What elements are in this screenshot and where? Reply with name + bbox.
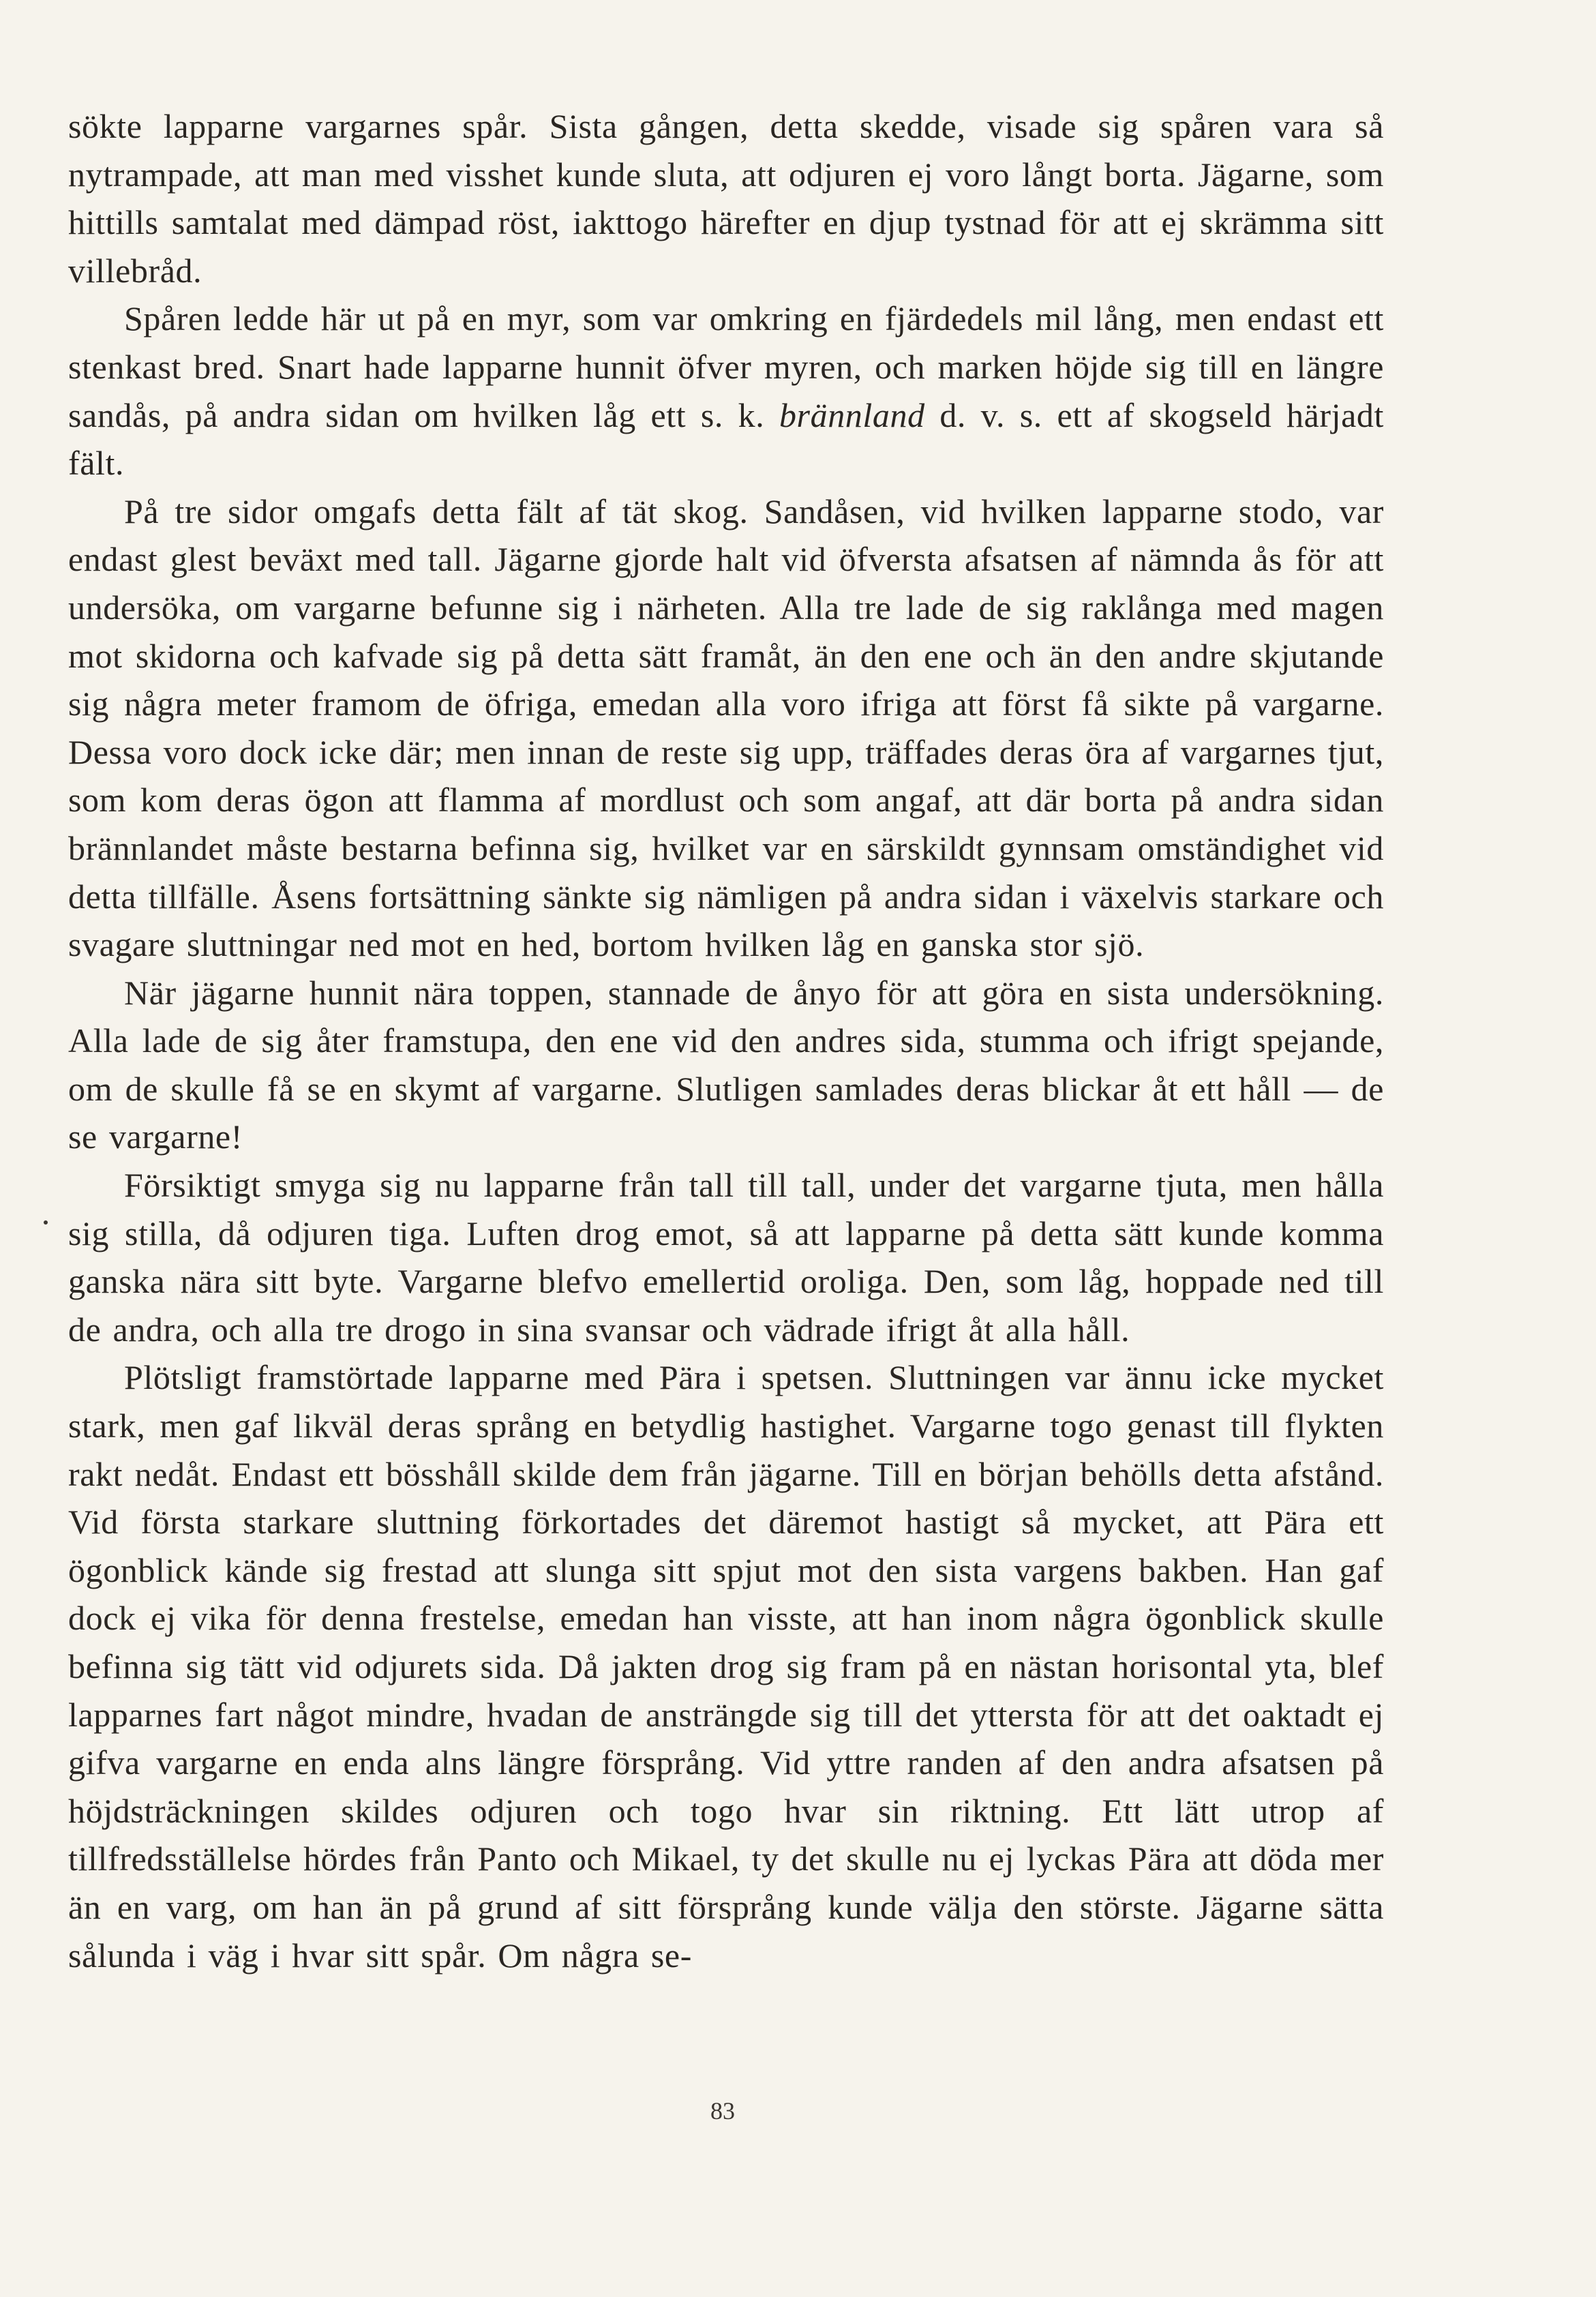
paragraph-5: Försiktigt smyga sig nu lapparne från tall till tall, under det vargarne tjuta, men hålla sig stilla, då odjuren tiga. Luften drog emot, så att lapparne på detta sätt kunde komma ganska nära sitt byte. Vargarne blefvo emellertid oroliga. Den, som låg, hoppade ned till de andra, och alla tre drogo in sina svansar och vädrade ifrigt åt alla håll. [68,1166,1384,1349]
paragraph-1: sökte lapparne vargarnes spår. Sista gången, detta skedde, visade sig spåren vara så nytrampade, att man med visshet kunde sluta, att odjuren ej voro långt borta. Jägarne, som hittills samtalat med dämpad röst, iakttogo härefter en djup tystnad för att ej skrämma sitt villebråd. [68,107,1384,290]
paragraph-2-text-before: Spåren ledde här ut på en myr, som var omkring en fjärdedels mil lång, men endast ett stenkast bred. Snart hade lapparne hunnit öfver myren, och marken höjde sig till en längre sandås, på andra sidan om hvilken låg ett s. k. [68,299,1384,434]
page-body [68,102,1384,1979]
paragraph-2-text-after: d. v. s. ett af skogseld härjadt fält. [68,395,1384,483]
paragraph-4: När jägarne hunnit nära toppen, stannade de ånyo för att göra en sista undersökning. Alla lade de sig åter framstupa, den ene vid den andres sida, stumma och ifrigt spejande, om de skulle få se en skymt af vargarne. Slutligen samlades deras blickar åt ett håll — de se vargarne! [68,973,1384,1156]
paragraph-6: Plötsligt framstörtade lapparne med Pära i spetsen. Sluttningen var ännu icke mycket stark, men gaf likväl deras språng en betydlig hastighet. Vargarne togo genast till flykten rakt nedåt. Endast ett bösshåll skilde dem från jägarne. Till en början behölls detta afstånd. Vid första starkare sluttning förkortades det däremot hastigt så mycket, att Pära ett ögonblick kände sig frestad att slunga sitt spjut mot den sista vargens bakben. Han gaf dock ej vika för denna frestelse, emedan han visste, att han inom några ögonblick skulle befinna sig tätt vid odjurets sida. Då jakten drog sig fram på en nästan horisontal yta, blef lapparnes fart något mindre, hvadan de ansträngde sig till det yttersta för att det oaktadt ej gifva vargarne en enda alns längre försprång. Vid yttre randen af den andra afsatsen på höjdsträckningen skildes odjuren och togo hvar sin riktning. Ett lätt utrop af tillfredsställelse hördes från Panto och Mikael, ty det skulle nu ej lyckas Pära att döda mer än en varg, om han än på grund af sitt försprång kunde välja den störste. Jägarne sätta sålunda i väg i hvar sitt spår. Om några se- [68,1358,1384,1975]
emphasized-term: brännland [779,395,925,434]
paragraph-2 [68,295,1384,487]
margin-speck [44,1220,48,1225]
page-number: 83 [710,2097,735,2125]
paragraph-3: På tre sidor omgafs detta fält af tät skog. Sandåsen, vid hvilken lapparne stodo, var endast glest beväxt med tall. Jägarne gjorde halt vid öfversta afsatsen af nämnda ås för att undersöka, om vargarne befunne sig i närheten. Alla tre lade de sig raklånga med magen mot skidorna och kafvade sig på detta sätt framåt, än den ene och än den andre skjutande sig några meter framom de öfriga, emedan alla voro ifriga att först få sikte på vargarne. Dessa voro dock icke där; men innan de reste sig upp, träffades deras öra af vargarnes tjut, som kom deras ögon att flamma af mordlust och som angaf, att där borta på andra sidan brännlandet måste bestarna befinna sig, hvilket var en särskildt gynnsam omständighet vid detta tillfälle. Åsens fortsättning sänkte sig nämligen på andra sidan i växelvis starkare och svagare sluttningar ned mot en hed, bortom hvilken låg en ganska stor sjö. [68,492,1384,964]
